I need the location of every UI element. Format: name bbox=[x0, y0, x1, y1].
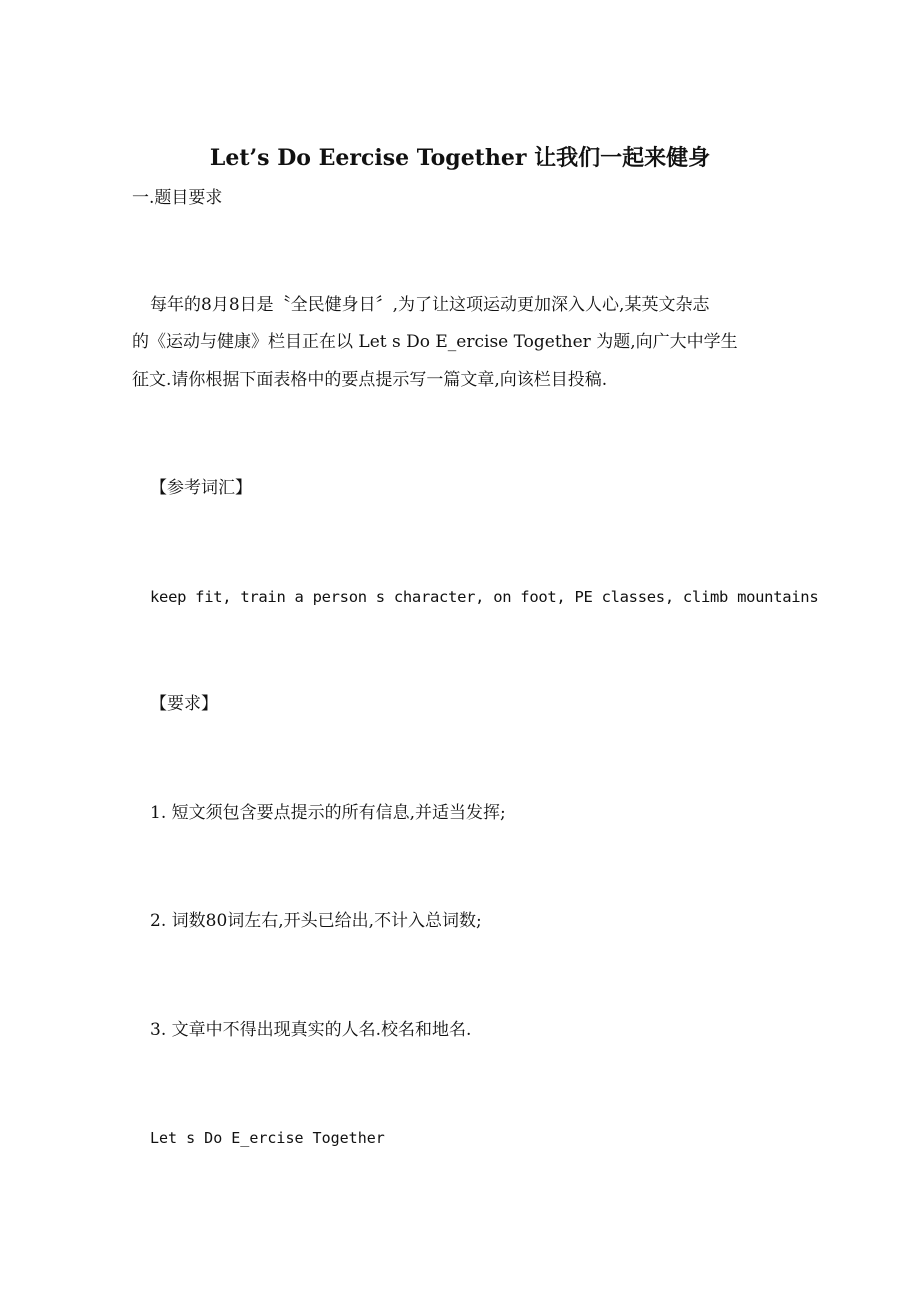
vocab-text: keep fit, train a person s character, on foot, PE classes, climb mountains bbox=[150, 588, 819, 606]
intro-line-1: 每年的8月8日是〝全民健身日〞,为了让这项运动更加深入人心,某英文杂志 bbox=[150, 295, 710, 315]
intro-line-3: 征文.请你根据下面表格中的要点提示写一篇文章,向该栏目投稿. bbox=[132, 370, 608, 390]
section-heading: 一.题目要求 bbox=[132, 188, 223, 208]
requirement-item-2: 2. 词数80词左右,开头已给出,不计入总词数; bbox=[150, 911, 482, 931]
requirements-heading: 【要求】 bbox=[150, 694, 218, 714]
document-title: Let’s Do Eercise Together 让我们一起来健身 bbox=[209, 145, 711, 171]
requirement-item-1: 1. 短文须包含要点提示的所有信息,并适当发挥; bbox=[150, 803, 506, 823]
vocab-heading: 【参考词汇】 bbox=[150, 478, 252, 498]
intro-line-2: 的《运动与健康》栏目正在以 Let s Do E_ercise Together 为题,向广大中学生 bbox=[132, 332, 738, 352]
requirement-item-3: 3. 文章中不得出现真实的人名.校名和地名. bbox=[150, 1020, 472, 1040]
essay-start-line: Let s Do E_ercise Together bbox=[150, 1129, 385, 1147]
